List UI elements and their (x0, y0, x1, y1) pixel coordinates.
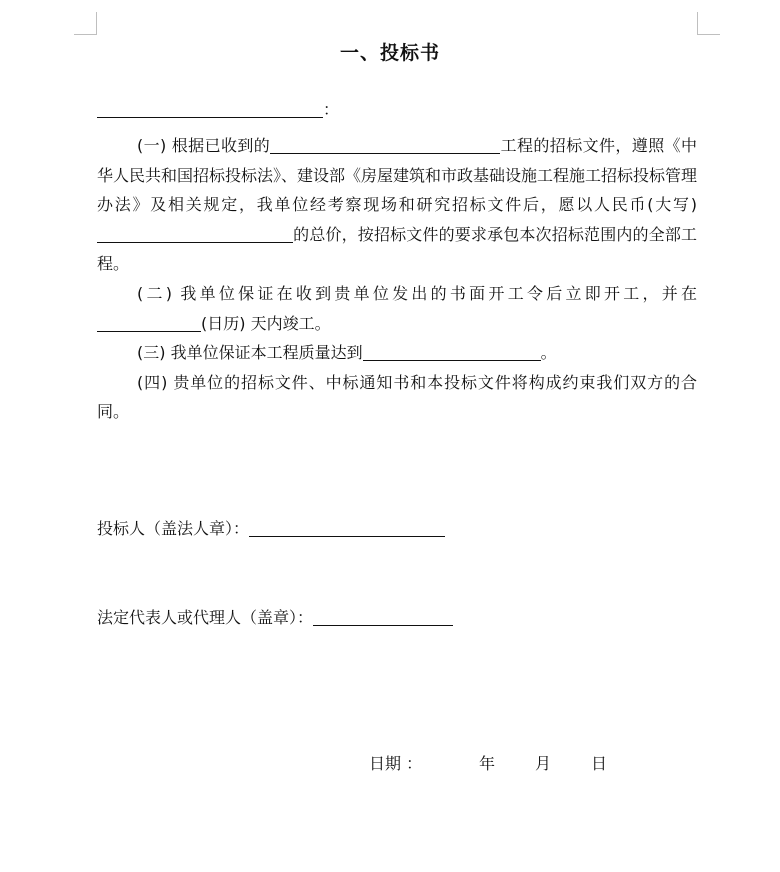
paragraph-3-text-a: (三) 我单位保证本工程质量达到 (137, 343, 363, 363)
paragraph-4: (四) 贵单位的招标文件、中标通知书和本投标文件将构成约束我们双方的合同。 (97, 372, 697, 422)
total-price-blank[interactable] (97, 224, 293, 243)
paragraph-1-text-c: 的总价，按招标文件的要求承包本次招标范围内的全部工程。 (97, 224, 697, 274)
representative-signature-line (97, 605, 453, 628)
date-day: 日 (591, 754, 608, 773)
date-year: 年 (479, 754, 496, 773)
date-label: 日期 ： (369, 754, 423, 773)
project-name-blank[interactable] (270, 135, 500, 154)
paragraph-2 (97, 279, 697, 338)
page-corner-mark-top-right (697, 12, 720, 35)
representative-label: 法定代表人或代理人（盖章）： (97, 608, 314, 627)
date-line (369, 751, 607, 774)
paragraph-3 (97, 338, 697, 368)
date-month: 月 (535, 754, 552, 773)
addressee-blank[interactable] (97, 99, 323, 118)
paragraph-2-text-a: (二) 我单位保证在收到贵单位发出的书面开工令后立即开工，并在 (137, 283, 697, 303)
document-title: 一、投标书 (339, 42, 440, 64)
document-body (97, 131, 697, 427)
representative-signature-blank[interactable] (313, 607, 453, 626)
bidder-signature-line (97, 516, 445, 539)
duration-days-blank[interactable] (97, 313, 201, 332)
paragraph-1 (97, 131, 697, 279)
paragraph-1-text-b: 工程的招标文件，遵照《中华人民共和国招标投标法》、建设部《房屋建筑和市政基础设施工程施工招标投标管理办法》及相关规定，我单位经考察现场和研究招标文件后，愿以人民币(大写) (97, 136, 698, 215)
bidder-label: 投标人（盖法人章）： (97, 519, 250, 538)
paragraph-3-text-b: 。 (540, 343, 557, 363)
addressee-colon: ： (323, 100, 340, 119)
page-corner-mark-top-left (74, 12, 97, 35)
quality-standard-blank[interactable] (363, 342, 541, 361)
addressee-line (97, 97, 339, 120)
paragraph-1-text-a: (一) 根据已收到的 (137, 136, 271, 155)
paragraph-2-text-b: (日历) 天内竣工。 (201, 313, 331, 333)
bidder-signature-blank[interactable] (249, 518, 445, 537)
